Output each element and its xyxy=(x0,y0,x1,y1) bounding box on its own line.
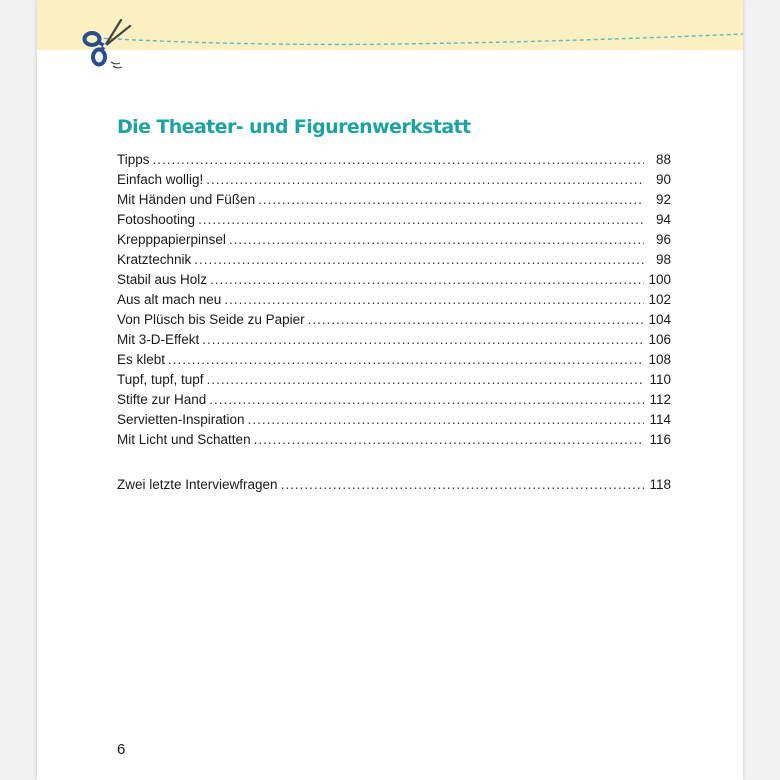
toc-entry xyxy=(117,430,671,450)
toc-entry xyxy=(117,290,671,310)
toc-entry-title: Stifte zur Hand xyxy=(117,392,207,407)
toc-entry-page: 94 xyxy=(655,212,671,227)
toc-entry-title: Mit 3-D-Effekt xyxy=(117,332,200,347)
toc-entry-title: Stabil aus Holz xyxy=(117,272,208,287)
toc-entry-page: 100 xyxy=(648,272,671,287)
toc-entry-page: 102 xyxy=(648,292,671,307)
toc-entry-page: 116 xyxy=(649,432,671,447)
toc-leader-dots xyxy=(254,430,644,450)
toc-leader-dots xyxy=(194,250,644,270)
toc-leader-dots xyxy=(168,350,644,370)
page-number: 6 xyxy=(117,741,126,758)
toc-entry-title: Servietten-Inspiration xyxy=(117,412,245,427)
toc-entry-title: Aus alt mach neu xyxy=(117,292,222,307)
toc-entry-title: Kratztechnik xyxy=(117,252,192,267)
toc-entry-title: Mit Händen und Füßen xyxy=(117,192,256,207)
toc-entry-title: Von Plüsch bis Seide zu Papier xyxy=(117,312,305,327)
toc-entry-page: 112 xyxy=(649,392,671,407)
toc-leader-dots xyxy=(153,150,644,170)
toc-leader-dots xyxy=(229,230,644,250)
toc-entry-page: 118 xyxy=(649,477,671,492)
toc-leader-dots xyxy=(210,270,644,290)
toc-entry-title: Es klebt xyxy=(117,352,166,367)
toc-leader-dots xyxy=(207,370,644,390)
toc-entry-page: 92 xyxy=(655,192,671,207)
toc-leader-dots xyxy=(206,170,644,190)
toc-entry-title: Zwei letzte Interviewfragen xyxy=(117,477,278,492)
toc-entry xyxy=(117,475,671,495)
toc-entry-title: Tipps xyxy=(117,152,150,167)
toc-entry xyxy=(117,250,671,270)
toc-entry-page: 88 xyxy=(655,152,671,167)
toc-entry-page: 96 xyxy=(655,232,671,247)
toc-leader-dots xyxy=(198,210,644,230)
toc-entry-page: 110 xyxy=(649,372,671,387)
toc-entry xyxy=(117,410,671,430)
toc-entry-page: 90 xyxy=(655,172,671,187)
toc-entry xyxy=(117,270,671,290)
section-title: Die Theater- und Figurenwerkstatt xyxy=(117,116,471,138)
toc-leader-dots xyxy=(202,330,644,350)
toc-entry xyxy=(117,330,671,350)
toc-entry-title: Fotoshooting xyxy=(117,212,196,227)
toc-leader-dots xyxy=(308,310,644,330)
toc-entry xyxy=(117,370,671,390)
table-of-contents xyxy=(117,150,671,495)
toc-entry xyxy=(117,150,671,170)
toc-leader-dots xyxy=(224,290,644,310)
toc-entry xyxy=(117,170,671,190)
cut-line xyxy=(37,0,743,60)
toc-entry xyxy=(117,190,671,210)
toc-entry xyxy=(117,310,671,330)
toc-entry-title: Krepppapierpinsel xyxy=(117,232,226,247)
toc-entry-page: 98 xyxy=(655,252,671,267)
toc-entry-page: 108 xyxy=(648,352,671,367)
toc-entry xyxy=(117,350,671,370)
toc-entry-title: Einfach wollig! xyxy=(117,172,204,187)
toc-leader-dots xyxy=(281,475,644,495)
scissors-icon xyxy=(81,16,133,70)
toc-entry-page: 114 xyxy=(649,412,671,427)
toc-entry-page: 106 xyxy=(648,332,671,347)
toc-entry xyxy=(117,230,671,250)
toc-leader-dots xyxy=(248,410,644,430)
toc-entry xyxy=(117,210,671,230)
toc-entry xyxy=(117,390,671,410)
toc-entry-title: Tupf, tupf, tupf xyxy=(117,372,204,387)
toc-leader-dots xyxy=(258,190,644,210)
document-page xyxy=(37,0,743,780)
header-band xyxy=(37,0,743,50)
toc-leader-dots xyxy=(209,390,644,410)
toc-entry-title: Mit Licht und Schatten xyxy=(117,432,251,447)
toc-entry-page: 104 xyxy=(648,312,671,327)
